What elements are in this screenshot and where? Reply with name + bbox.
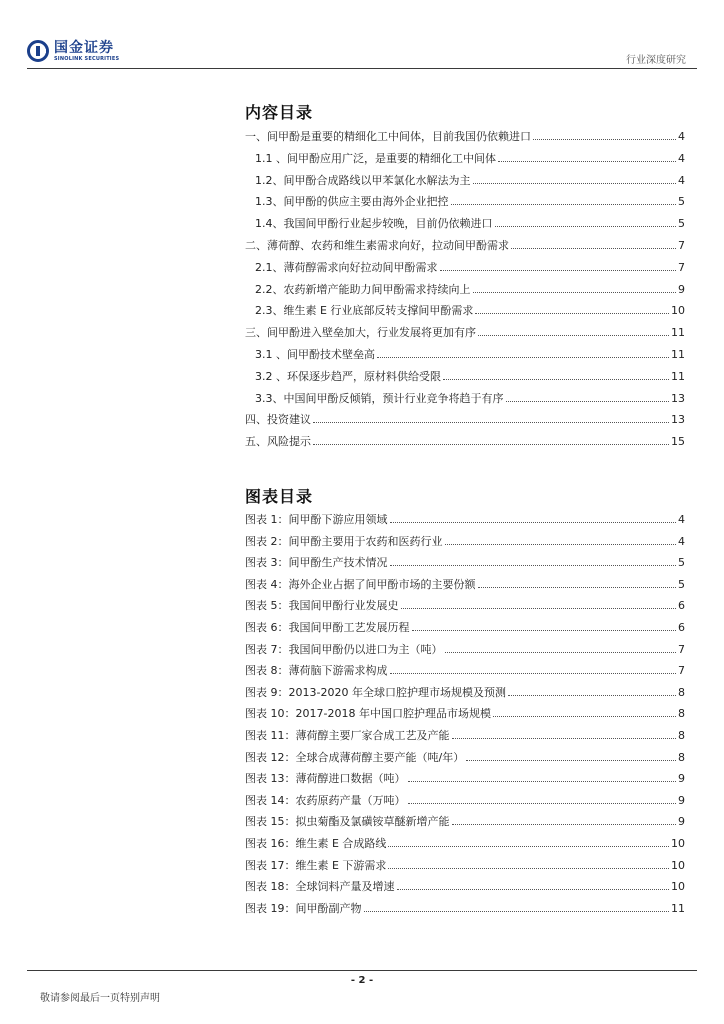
figure-entry-page: 8 xyxy=(678,685,685,699)
page-number: - 2 - xyxy=(350,975,374,986)
figure-entry-label: 图表 14：农药原药产量（万吨） xyxy=(245,793,406,807)
toc-entry[interactable] xyxy=(245,150,685,166)
toc-entry[interactable] xyxy=(245,215,685,231)
toc-entry-label: 3.1 、间甲酚技术壁垒高 xyxy=(255,348,375,361)
figure-entry-label: 图表 9：2013-2020 年全球口腔护理市场规模及预测 xyxy=(245,685,506,699)
figure-entry[interactable] xyxy=(245,641,685,657)
dot-leader xyxy=(377,347,669,358)
figure-entry-page: 10 xyxy=(671,858,685,872)
dot-leader xyxy=(401,598,677,609)
dot-leader xyxy=(390,663,677,674)
dot-leader xyxy=(364,901,670,912)
toc-entry-page: 13 xyxy=(671,391,685,405)
figure-entry-page: 9 xyxy=(678,793,685,807)
toc-entry[interactable] xyxy=(245,128,685,144)
dot-leader xyxy=(473,173,677,184)
dot-leader xyxy=(533,129,676,140)
toc-entry-page: 5 xyxy=(678,195,685,209)
figure-entry-label: 图表 17：维生素 E 下游需求 xyxy=(245,858,387,872)
toc-entry[interactable] xyxy=(245,324,685,340)
page-header xyxy=(0,0,724,72)
figure-entry[interactable] xyxy=(245,576,685,592)
toc-entry-page: 15 xyxy=(671,435,685,449)
figure-entry[interactable] xyxy=(245,749,685,765)
dot-leader xyxy=(452,728,677,739)
header-divider xyxy=(27,68,697,69)
figure-entry[interactable] xyxy=(245,533,685,549)
toc-entry-page: 5 xyxy=(678,217,685,231)
dot-leader xyxy=(390,555,677,566)
dot-leader xyxy=(495,216,677,227)
toc-entry-page: 9 xyxy=(678,282,685,296)
disclaimer: 敬请参阅最后一页特别声明 xyxy=(40,993,160,1004)
footer-divider xyxy=(27,970,697,971)
dot-leader xyxy=(445,642,677,653)
figure-entry[interactable] xyxy=(245,878,685,894)
figure-entry[interactable] xyxy=(245,705,685,721)
toc-entry[interactable] xyxy=(245,172,685,188)
figure-entry-page: 11 xyxy=(671,901,685,915)
figure-list-title: 图表目录 xyxy=(245,487,314,506)
figure-entry[interactable] xyxy=(245,813,685,829)
toc-entry-label: 1.2、间甲酚合成路线以甲苯氯化水解法为主 xyxy=(255,173,471,187)
document-type: 行业深度研究 xyxy=(626,55,686,66)
figure-entry-page: 9 xyxy=(678,815,685,829)
figure-entry-label: 图表 15：拟虫菊酯及氯磺铵草醚新增产能 xyxy=(245,815,450,829)
toc-entry[interactable] xyxy=(245,281,685,297)
figure-entry-label: 图表 3：间甲酚生产技术情况 xyxy=(245,556,388,570)
toc-entry[interactable] xyxy=(245,411,685,427)
toc-entry-label: 1.1 、间甲酚应用广泛，是重要的精细化工中间体 xyxy=(255,151,496,165)
figure-entry-label: 图表 6：我国间甲酚工艺发展历程 xyxy=(245,621,410,634)
figure-entry[interactable] xyxy=(245,857,685,873)
toc-entry-label: 一、间甲酚是重要的精细化工中间体，目前我国仍依赖进口 xyxy=(245,130,531,143)
toc-entry-label: 3.2 、环保逐步趋严，原材料供给受限 xyxy=(255,369,441,383)
dot-leader xyxy=(397,879,670,890)
figure-entry[interactable] xyxy=(245,900,685,916)
toc-entry[interactable] xyxy=(245,193,685,209)
figure-entry-page: 9 xyxy=(678,772,685,786)
figure-list-section xyxy=(245,484,685,507)
figure-entry-page: 4 xyxy=(678,513,685,526)
toc-entry-label: 1.4、我国间甲酚行业起步较晚，目前仍依赖进口 xyxy=(255,217,493,231)
toc-entry-label: 1.3、间甲酚的供应主要由海外企业把控 xyxy=(255,195,449,209)
toc-entry-page: 11 xyxy=(671,326,685,340)
dot-leader xyxy=(440,260,677,271)
figure-entry-page: 5 xyxy=(678,556,685,570)
toc-entry-page: 4 xyxy=(678,151,685,165)
figure-entry-page: 5 xyxy=(678,577,685,591)
dot-leader xyxy=(390,512,677,523)
brand-name-en: SINOLINK SECURITIES xyxy=(54,55,120,62)
toc-entry-page: 10 xyxy=(671,304,685,318)
toc-entry-label: 四、投资建议 xyxy=(245,413,311,427)
toc-entry-label: 3.3、中国间甲酚反倾销，预计行业竞争将趋于有序 xyxy=(255,391,504,405)
brand-name-cn: 国金证券 xyxy=(54,39,114,56)
figure-entry-page: 8 xyxy=(678,707,685,721)
figure-entry[interactable] xyxy=(245,662,685,678)
figure-entry[interactable] xyxy=(245,619,685,635)
dot-leader xyxy=(511,238,676,249)
toc-entry-page: 4 xyxy=(678,130,685,143)
dot-leader xyxy=(478,577,677,588)
toc-entry-page: 11 xyxy=(671,348,685,361)
toc-entry-label: 二、薄荷醇、农药和维生素需求向好，拉动间甲酚需求 xyxy=(245,239,509,252)
dot-leader xyxy=(408,793,677,804)
toc-entry-page: 7 xyxy=(678,260,685,274)
toc-entry[interactable] xyxy=(245,346,685,362)
dot-leader xyxy=(451,194,677,205)
figure-entry[interactable] xyxy=(245,835,685,851)
dot-leader xyxy=(445,534,677,545)
figure-entry-page: 4 xyxy=(678,534,685,548)
figure-entry-page: 8 xyxy=(678,729,685,742)
brand-logo xyxy=(27,40,119,62)
figure-entry-label: 图表 19：间甲酚副产物 xyxy=(245,901,362,915)
toc-entry[interactable] xyxy=(245,237,685,253)
toc-entry[interactable] xyxy=(245,433,685,449)
toc-list xyxy=(245,128,685,458)
toc-entry-page: 11 xyxy=(671,369,685,383)
figure-entry-label: 图表 7：我国间甲酚仍以进口为主（吨） xyxy=(245,642,443,656)
toc-entry-label: 五、风险提示 xyxy=(245,435,311,449)
dot-leader xyxy=(412,620,677,631)
toc-entry[interactable] xyxy=(245,302,685,318)
figure-entry-label: 图表 10：2017-2018 年中国口腔护理品市场规模 xyxy=(245,707,491,721)
dot-leader xyxy=(473,282,677,293)
figure-entry-page: 10 xyxy=(671,837,685,850)
toc-entry-page: 13 xyxy=(671,413,685,427)
dot-leader xyxy=(408,771,677,782)
figure-entry[interactable] xyxy=(245,511,685,527)
dot-leader xyxy=(443,369,669,380)
figure-entry-page: 8 xyxy=(678,750,685,764)
figure-entry-label: 图表 1：间甲酚下游应用领域 xyxy=(245,513,388,526)
figure-entry-page: 7 xyxy=(678,664,685,678)
toc-entry-label: 2.2、农药新增产能助力间甲酚需求持续向上 xyxy=(255,282,471,296)
toc-entry-label: 2.3、维生素 E 行业底部反转支撑间甲酚需求 xyxy=(255,304,474,318)
figure-entry-label: 图表 18：全球饲料产量及增速 xyxy=(245,880,395,894)
figure-entry-page: 7 xyxy=(678,642,685,656)
figure-entry[interactable] xyxy=(245,597,685,613)
dot-leader xyxy=(388,858,669,869)
figure-entry[interactable] xyxy=(245,792,685,808)
figure-entry-page: 10 xyxy=(671,880,685,894)
toc-title: 内容目录 xyxy=(245,103,314,122)
toc-entry-label: 2.1、薄荷醇需求向好拉动间甲酚需求 xyxy=(255,260,438,274)
dot-leader xyxy=(452,814,677,825)
figure-entry-label: 图表 12：全球合成薄荷醇主要产能（吨/年） xyxy=(245,750,465,764)
figure-entry-page: 6 xyxy=(678,621,685,634)
dot-leader xyxy=(388,836,669,847)
figure-entry-page: 6 xyxy=(678,599,685,613)
toc-entry-label: 三、间甲酚进入壁垒加大，行业发展将更加有序 xyxy=(245,326,476,340)
toc-entry-page: 4 xyxy=(678,173,685,187)
toc-entry[interactable] xyxy=(245,390,685,406)
figure-list xyxy=(245,511,685,921)
dot-leader xyxy=(313,412,669,423)
sinolink-logo-icon xyxy=(27,40,49,62)
figure-entry[interactable] xyxy=(245,770,685,786)
figure-entry[interactable] xyxy=(245,727,685,743)
dot-leader xyxy=(313,434,669,445)
toc-entry-page: 7 xyxy=(678,239,685,252)
dot-leader xyxy=(493,706,676,717)
dot-leader xyxy=(478,325,669,336)
dot-leader xyxy=(475,303,669,314)
figure-entry-label: 图表 11：薄荷醇主要厂家合成工艺及产能 xyxy=(245,729,450,742)
figure-entry-label: 图表 2：间甲酚主要用于农药和医药行业 xyxy=(245,534,443,548)
toc-section xyxy=(245,100,685,123)
figure-entry[interactable] xyxy=(245,684,685,700)
figure-entry-label: 图表 13：薄荷醇进口数据（吨） xyxy=(245,772,406,786)
figure-entry-label: 图表 8：薄荷脑下游需求构成 xyxy=(245,664,388,678)
toc-entry[interactable] xyxy=(245,368,685,384)
toc-entry[interactable] xyxy=(245,259,685,275)
figure-entry-label: 图表 16：维生素 E 合成路线 xyxy=(245,837,387,850)
dot-leader xyxy=(466,750,676,761)
figure-entry[interactable] xyxy=(245,554,685,570)
figure-entry-label: 图表 4：海外企业占据了间甲酚市场的主要份额 xyxy=(245,577,476,591)
figure-entry-label: 图表 5：我国间甲酚行业发展史 xyxy=(245,599,399,613)
dot-leader xyxy=(508,685,676,696)
dot-leader xyxy=(498,151,676,162)
dot-leader xyxy=(506,391,670,402)
